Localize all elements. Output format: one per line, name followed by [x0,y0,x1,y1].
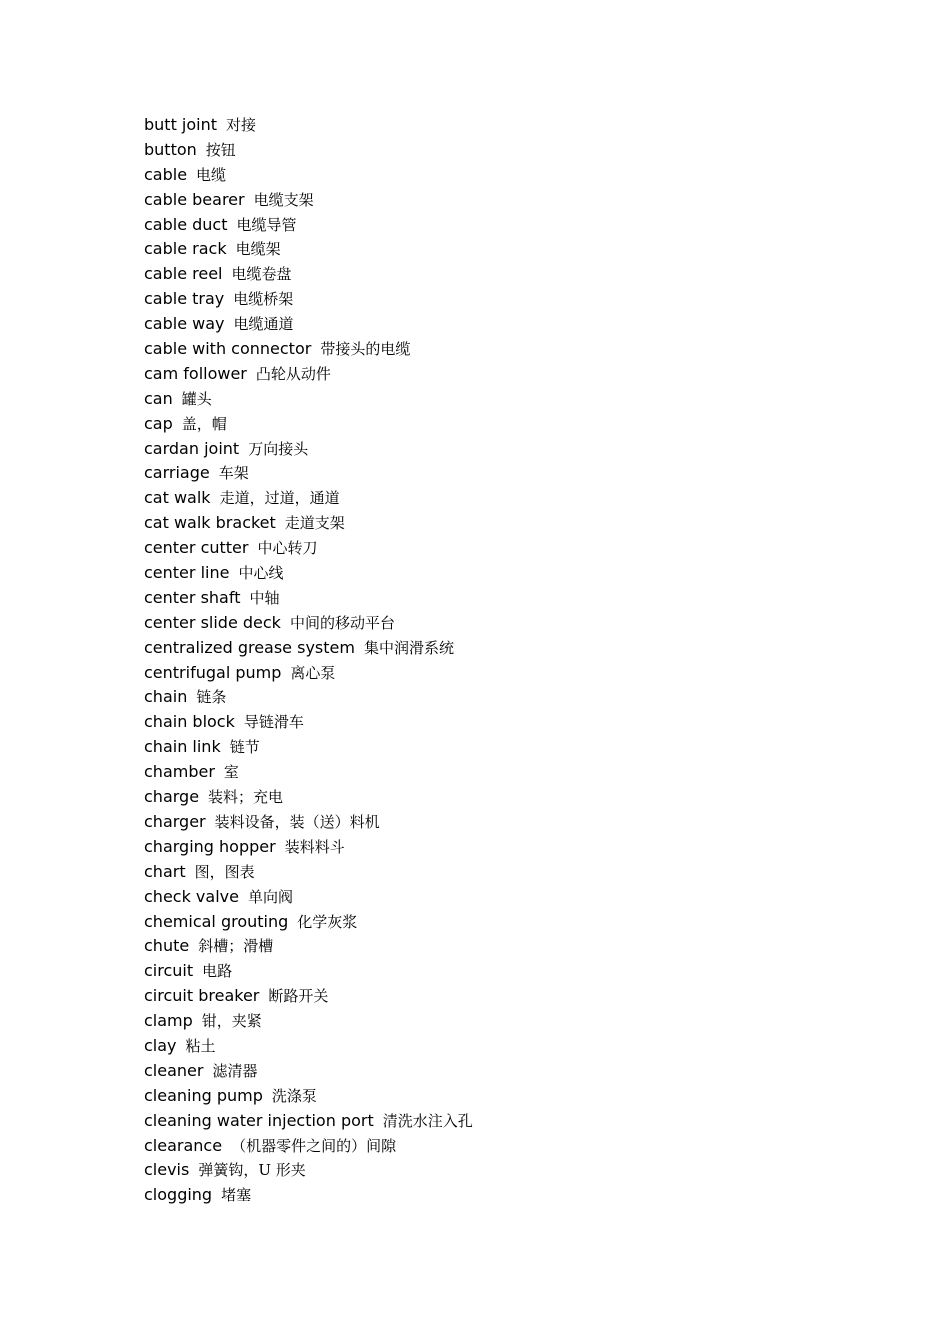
glossary-entry [144,337,473,362]
entry-meaning: 离心泵 [290,663,336,682]
glossary-entry [144,984,473,1009]
entry-term: butt joint [144,115,218,134]
glossary-entry [144,486,473,511]
entry-term: center slide deck [144,612,281,632]
entry-meaning: 单向阀 [247,887,293,906]
entry-meaning: 电缆卷盘 [231,265,292,284]
entry-term: centralized grease system [144,637,355,657]
entry-meaning: 室 [223,763,239,782]
entry-meaning: 车架 [218,464,249,483]
glossary-entry [144,611,473,636]
entry-term: clay [144,1035,177,1055]
entry-meaning: （机器零件之间的）间隙 [231,1136,397,1155]
entry-term: cable bearer [144,189,245,209]
glossary-entry [144,910,473,935]
glossary-entry [144,536,473,561]
entry-meaning: 电缆 [196,165,227,184]
entry-term: center line [144,563,230,583]
entry-term: cleaning water injection port [144,1110,374,1130]
entry-meaning: 中心线 [238,564,284,583]
entry-meaning: 万向接头 [248,439,309,458]
entry-term: cardan joint [144,438,240,458]
glossary-list [144,113,473,1208]
glossary-entry [144,237,473,262]
entry-term: cable rack [144,239,227,259]
glossary-entry [144,710,473,735]
entry-meaning: 导链滑车 [243,713,304,732]
entry-term: chain [144,687,188,707]
entry-term: chemical grouting [144,911,289,931]
glossary-entry [144,735,473,760]
entry-term: check valve [144,886,239,906]
entry-meaning: 凸轮从动件 [255,364,331,383]
entry-meaning: 装料；充电 [208,788,284,807]
entry-term: cleaner [144,1060,204,1080]
glossary-entry [144,1134,473,1159]
glossary-entry [144,785,473,810]
glossary-entry [144,461,473,486]
entry-term: chamber [144,762,215,782]
glossary-entry [144,860,473,885]
entry-term: clearance [144,1135,223,1155]
glossary-entry [144,636,473,661]
entry-term: cleaning pump [144,1085,263,1105]
entry-meaning: 钳，夹紧 [201,1012,262,1031]
entry-meaning: 链条 [196,688,227,707]
entry-term: button [144,139,197,159]
entry-term: cable [144,164,188,184]
glossary-entry [144,661,473,686]
entry-meaning: 装料设备，装（送）料机 [214,812,380,831]
glossary-entry [144,1034,473,1059]
entry-meaning: 按钮 [205,140,236,159]
entry-term: chute [144,936,190,956]
glossary-entry [144,835,473,860]
entry-term: cap [144,413,173,433]
entry-meaning: 斜槽；滑槽 [198,937,274,956]
entry-term: chain link [144,737,221,757]
entry-term: chart [144,861,186,881]
glossary-entry [144,163,473,188]
glossary-entry [144,287,473,312]
glossary-entry [144,561,473,586]
entry-meaning: 电缆支架 [253,190,314,209]
entry-meaning: 滤清器 [212,1061,258,1080]
entry-meaning: 带接头的电缆 [320,340,411,359]
entry-term: circuit [144,961,194,981]
entry-meaning: 弹簧钩，U 形夹 [198,1161,306,1180]
glossary-entry [144,138,473,163]
entry-meaning: 集中润滑系统 [363,638,454,657]
entry-term: chain block [144,712,235,732]
entry-term: cat walk bracket [144,513,276,533]
entry-meaning: 中轴 [249,588,280,607]
entry-term: cable reel [144,264,223,284]
entry-term: cable with connector [144,339,312,359]
entry-meaning: 对接 [226,116,257,134]
entry-meaning: 电缆导管 [236,215,297,234]
glossary-entry [144,1059,473,1084]
entry-meaning: 中心转刀 [257,539,318,558]
entry-term: cable tray [144,289,225,309]
glossary-entry [144,1158,473,1183]
glossary-entry [144,760,473,785]
entry-term: carriage [144,463,210,483]
entry-meaning: 洗涤泵 [271,1086,317,1105]
entry-term: charging hopper [144,836,276,856]
glossary-entry [144,1109,473,1134]
glossary-entry [144,1084,473,1109]
entry-term: centrifugal pump [144,662,282,682]
glossary-entry [144,810,473,835]
glossary-entry [144,1009,473,1034]
entry-term: center cutter [144,538,249,558]
glossary-entry [144,934,473,959]
glossary-entry [144,188,473,213]
glossary-entry [144,312,473,337]
entry-term: circuit breaker [144,986,260,1006]
glossary-entry [144,262,473,287]
entry-term: clogging [144,1185,213,1205]
entry-meaning: 电缆桥架 [233,290,294,309]
entry-meaning: 粘土 [185,1036,216,1055]
entry-meaning: 电缆通道 [233,315,294,334]
glossary-entry [144,685,473,710]
entry-term: cable way [144,314,225,334]
entry-term: center shaft [144,587,241,607]
entry-meaning: 盖，帽 [181,414,227,433]
entry-meaning: 断路开关 [268,987,329,1006]
glossary-entry [144,387,473,412]
entry-meaning: 电路 [202,962,233,981]
entry-meaning: 中间的移动平台 [289,613,395,632]
entry-meaning: 走道支架 [284,514,345,533]
entry-term: clamp [144,1011,193,1031]
glossary-entry [144,1183,473,1208]
entry-meaning: 链节 [229,738,260,757]
glossary-entry [144,959,473,984]
entry-meaning: 堵塞 [221,1186,252,1205]
entry-meaning: 化学灰浆 [297,912,358,931]
entry-term: charge [144,787,200,807]
entry-meaning: 装料料斗 [284,837,345,856]
entry-meaning: 图，图表 [194,862,255,881]
glossary-entry [144,586,473,611]
entry-term: can [144,388,173,408]
entry-term: cat walk [144,488,211,508]
glossary-entry [144,113,473,138]
entry-meaning: 清洗水注入孔 [382,1111,473,1130]
glossary-entry [144,511,473,536]
glossary-entry [144,213,473,238]
entry-term: cam follower [144,363,247,383]
glossary-entry [144,362,473,387]
entry-term: cable duct [144,214,228,234]
entry-term: charger [144,811,206,831]
entry-meaning: 走道，过道，通道 [219,489,340,508]
entry-meaning: 罐头 [181,389,212,408]
entry-meaning: 电缆架 [235,240,281,259]
glossary-entry [144,412,473,437]
glossary-entry [144,885,473,910]
glossary-entry [144,437,473,462]
entry-term: clevis [144,1160,190,1180]
